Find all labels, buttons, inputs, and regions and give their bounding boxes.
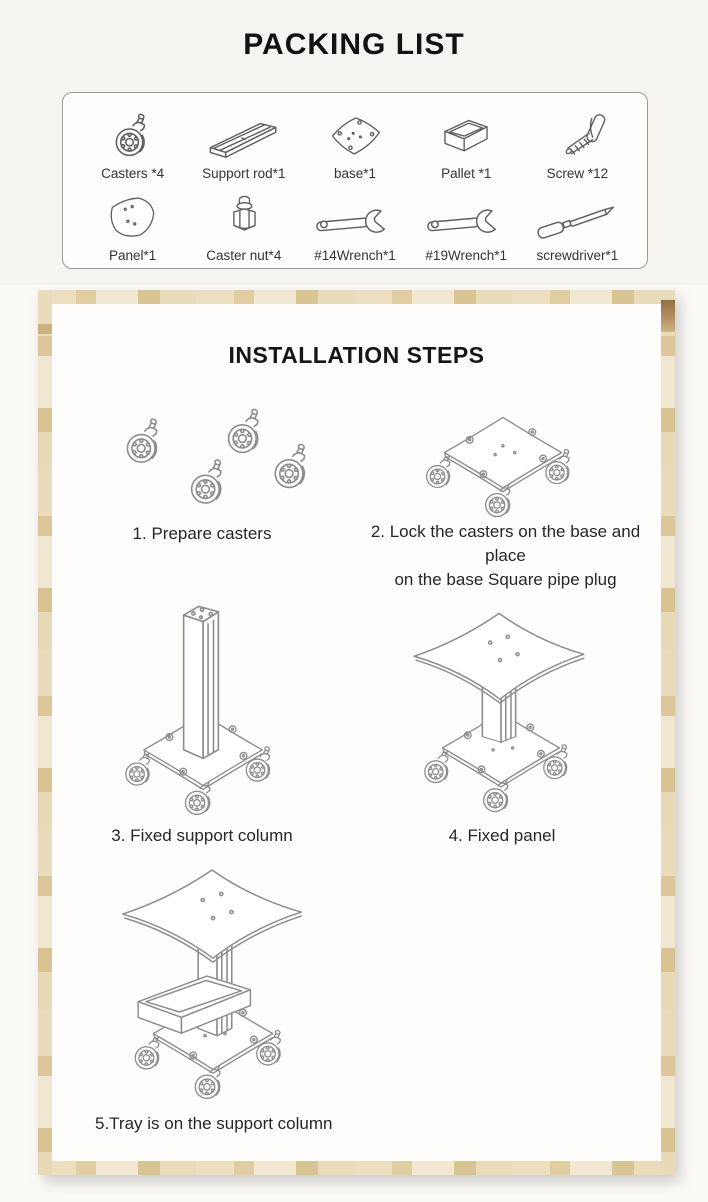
step3-caption: 3. Fixed support column xyxy=(111,826,293,845)
screw-icon xyxy=(543,111,611,163)
frame-plank-top xyxy=(38,290,675,304)
pack-item-wrench-14 xyxy=(299,181,410,263)
pack-item-wrench-19 xyxy=(411,181,522,263)
frame-plank-right xyxy=(661,290,675,1175)
wood-frame xyxy=(38,290,675,1175)
pack-item-caster-nut xyxy=(188,181,299,263)
packing-row-1 xyxy=(71,99,639,181)
pack-item-label: Support rod*1 xyxy=(202,166,286,181)
step1-caption: 1. Prepare casters xyxy=(132,524,272,543)
packing-section xyxy=(0,0,708,285)
step2-base-illustration xyxy=(412,392,590,524)
pack-item-label: Caster nut*4 xyxy=(206,248,282,263)
screwdriver-icon xyxy=(533,199,621,245)
frame-plank-left xyxy=(38,290,52,1175)
step2-caption xyxy=(350,520,661,591)
panel-icon xyxy=(102,189,164,245)
caster-icon xyxy=(107,111,159,163)
pack-item-panel xyxy=(77,181,188,263)
caster-nut-icon xyxy=(221,191,267,245)
packing-row-2 xyxy=(71,181,639,263)
step5-tray-illustration xyxy=(108,852,316,1108)
pack-item-label: screwdriver*1 xyxy=(536,248,619,263)
pack-item-label: Casters *4 xyxy=(101,166,165,181)
base-plate-icon xyxy=(323,109,387,163)
pack-item-label: Pallet *1 xyxy=(441,166,492,181)
pack-item-label: #19Wrench*1 xyxy=(425,248,507,263)
step2-caption-line1: 2. Lock the casters on the base and place xyxy=(370,522,641,565)
wrench-icon xyxy=(422,199,510,245)
frame-plank-bottom xyxy=(38,1161,675,1175)
packing-list-box xyxy=(62,92,648,269)
pack-item-casters xyxy=(77,99,188,181)
pallet-icon xyxy=(434,111,498,163)
packing-list-title: PACKING LIST xyxy=(243,28,465,61)
pack-item-pallet xyxy=(411,99,522,181)
wood-knot xyxy=(661,300,675,332)
step4-panel-illustration xyxy=(398,588,600,822)
step1-casters-illustration xyxy=(104,400,318,512)
installation-paper xyxy=(52,304,661,1161)
support-rod-icon xyxy=(198,113,290,163)
step4-caption: 4. Fixed panel xyxy=(448,826,556,845)
pack-item-screwdriver xyxy=(522,181,633,263)
wrench-icon xyxy=(311,199,399,245)
pack-item-label: base*1 xyxy=(333,166,377,181)
pack-item-label: #14Wrench*1 xyxy=(314,248,396,263)
pack-item-screw xyxy=(522,99,633,181)
step3-column-illustration xyxy=(110,590,292,822)
step2-caption-line2: on the base Square pipe plug xyxy=(394,569,617,589)
pack-item-label: Panel*1 xyxy=(108,248,157,263)
pack-item-support-rod xyxy=(188,99,299,181)
step5-caption: 5.Tray is on the support column xyxy=(95,1114,333,1133)
wood-knot-small xyxy=(38,324,52,334)
pack-item-label: Screw *12 xyxy=(546,166,609,181)
installation-title: INSTALLATION STEPS xyxy=(228,342,485,368)
installation-section xyxy=(0,285,708,1202)
pack-item-base xyxy=(299,99,410,181)
